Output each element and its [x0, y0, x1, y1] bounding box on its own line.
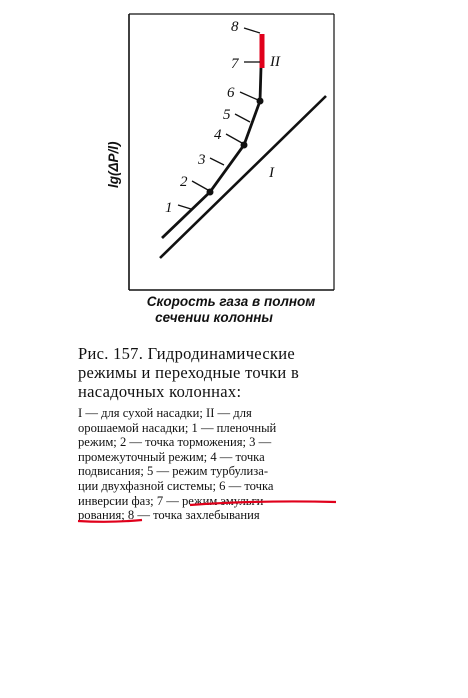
legend-line: I — для сухой насадки; II — для [78, 406, 252, 420]
point-label-7: 7 [231, 56, 239, 72]
hydrodynamic-diagram [0, 0, 468, 340]
leader-8 [244, 28, 260, 33]
legend-line: инверсии фаз; 7 — режим эмульги- [78, 493, 268, 508]
legend-line: рования; 8 — точка захлебывания [78, 508, 260, 523]
legend-line: подвисания; 5 — режим турбулиза- [78, 464, 269, 479]
label-wet-packing: II [270, 54, 280, 70]
point-label-4: 4 [214, 127, 222, 143]
legend-line: режим; 2 — точка торможения; 3 — [78, 435, 272, 450]
caption-line: насадочных колоннах: [78, 382, 242, 401]
leader-1 [178, 205, 191, 209]
leader-3 [210, 158, 224, 165]
point-6-dot [257, 98, 264, 105]
y-axis-label: lg(ΔP/l) [106, 141, 121, 188]
point-label-8: 8 [231, 19, 239, 35]
leader-6 [240, 92, 258, 100]
point-label-1: 1 [165, 200, 173, 216]
caption-line: Рис. 157. Гидродинамические [78, 344, 296, 363]
figure-legend [78, 406, 350, 523]
leader-2 [192, 181, 208, 190]
point-label-6: 6 [227, 85, 235, 101]
legend-line: орошаемой насадки; 1 — пленочный [78, 420, 277, 435]
x-axis-label-line2: сечении колонны [155, 310, 273, 325]
point-label-5: 5 [223, 107, 231, 123]
point-label-3: 3 [198, 152, 206, 168]
leader-4 [226, 134, 242, 143]
leader-5 [235, 114, 250, 122]
legend-line: промежуточный режим; 4 — точка [78, 449, 265, 464]
point-label-2: 2 [180, 174, 188, 190]
legend-line: ции двухфазной системы; 6 — точка [78, 478, 274, 493]
label-dry-packing: I [269, 165, 274, 181]
caption-line: режимы и переходные точки в [78, 363, 300, 382]
figure-caption [78, 344, 358, 401]
x-axis-label-line1: Скорость газа в полном [146, 294, 316, 309]
